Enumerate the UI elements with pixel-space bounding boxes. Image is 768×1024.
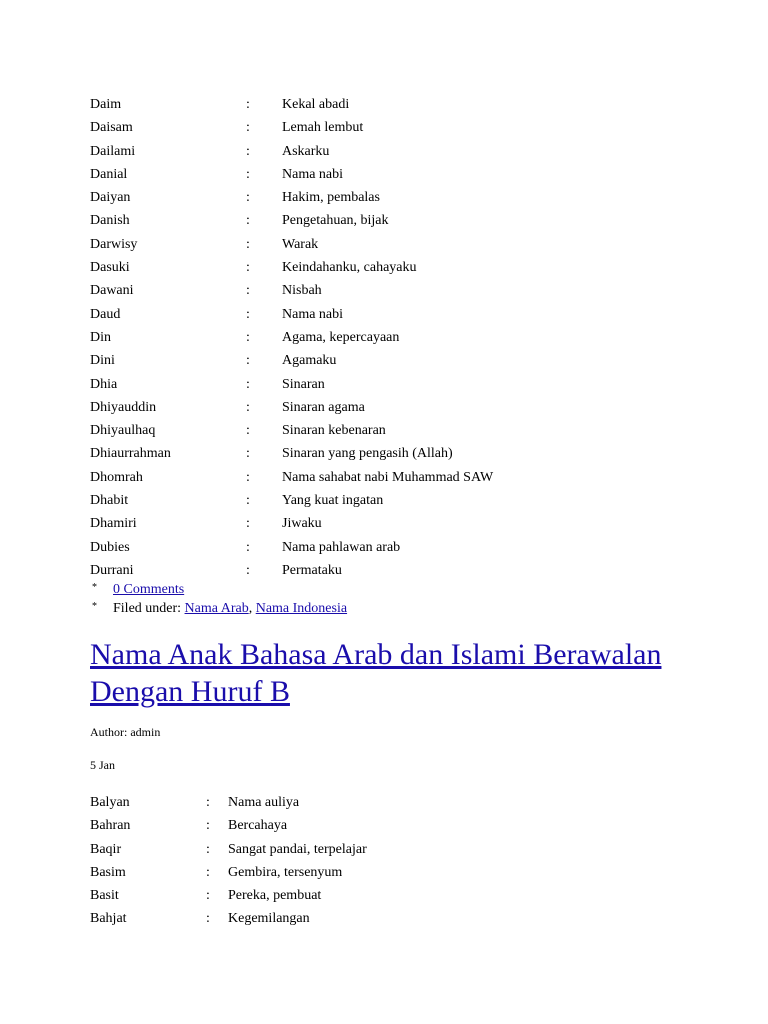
name-entry-meaning: Askarku	[282, 143, 330, 159]
name-entry-name: Dhamiri	[90, 516, 137, 532]
name-entry-row	[90, 256, 730, 279]
name-entry-name: Dailami	[90, 143, 136, 159]
name-entry-meaning: Sinaran kebenaran	[282, 423, 386, 439]
name-entry-row	[90, 791, 730, 814]
name-entry-name: Daiyan	[90, 190, 131, 206]
name-entry-colon: :	[246, 446, 250, 462]
comments-item	[90, 580, 730, 599]
post-title-link[interactable]: Nama Anak Bahasa Arab dan Islami Berawalan Dengan Huruf B	[90, 638, 662, 708]
name-entry-meaning: Nama nabi	[282, 306, 344, 322]
name-entry-name: Baqir	[90, 841, 122, 857]
name-entry-meaning: Yang kuat ingatan	[282, 493, 384, 509]
name-entry-meaning: Permataku	[282, 562, 342, 578]
name-entry-meaning: Pengetahuan, bijak	[282, 213, 389, 229]
name-entry-colon: :	[246, 260, 250, 276]
name-entry-row	[90, 186, 730, 209]
category-link-nama-arab[interactable]: Nama Arab	[184, 601, 249, 616]
name-entry-row	[90, 512, 730, 535]
name-entry-meaning: Sinaran yang pengasih (Allah)	[282, 446, 453, 462]
name-entry-name: Danish	[90, 213, 130, 229]
post-date: 5 Jan	[90, 758, 115, 772]
category-separator: ,	[248, 601, 253, 616]
name-entry-colon: :	[206, 818, 210, 834]
name-entry-colon: :	[246, 120, 250, 136]
name-entry-name: Dhiaurrahman	[90, 446, 171, 462]
name-entry-colon: :	[246, 399, 250, 415]
name-entry-row	[90, 326, 730, 349]
name-entry-row	[90, 838, 730, 861]
name-entry-row	[90, 442, 730, 465]
name-entry-row	[90, 884, 730, 907]
name-entry-row	[90, 349, 730, 372]
name-entry-row	[90, 419, 730, 442]
name-entry-row	[90, 140, 730, 163]
name-entry-colon: :	[246, 166, 250, 182]
name-entry-colon: :	[246, 493, 250, 509]
name-entry-colon: :	[246, 190, 250, 206]
name-entry-meaning: Nama auliya	[228, 795, 300, 810]
name-entry-colon: :	[246, 306, 250, 322]
name-entry-colon: :	[206, 911, 210, 927]
name-entry-name: Dawani	[90, 283, 134, 299]
name-entry-meaning: Agamaku	[282, 353, 337, 369]
name-entry-meaning: Kekal abadi	[282, 97, 350, 112]
name-entry-colon: :	[206, 888, 210, 904]
name-entry-row	[90, 559, 730, 582]
name-entry-name: Dasuki	[90, 260, 130, 276]
name-entry-meaning: Nisbah	[282, 283, 322, 299]
name-entry-colon: :	[246, 539, 250, 555]
name-entry-colon: :	[246, 213, 250, 229]
name-entry-name: Basim	[90, 864, 126, 880]
name-entry-colon: :	[246, 376, 250, 392]
name-entry-colon: :	[246, 516, 250, 532]
name-entry-colon: :	[206, 795, 210, 810]
name-entry-meaning: Gembira, tersenyum	[228, 864, 343, 880]
name-entry-colon: :	[246, 423, 250, 439]
name-entry-meaning: Sangat pandai, terpelajar	[228, 841, 367, 857]
name-entry-name: Durrani	[90, 562, 134, 578]
name-entry-meaning: Warak	[282, 236, 319, 252]
name-entry-colon: :	[206, 864, 210, 880]
name-entry-colon: :	[246, 329, 250, 345]
comments-link[interactable]: 0 Comments	[113, 582, 185, 597]
post-author: Author: admin	[90, 725, 161, 739]
filed-under-item	[90, 599, 730, 618]
name-entry-colon: :	[246, 562, 250, 578]
name-entry-name: Daud	[90, 306, 121, 322]
name-entry-row	[90, 93, 730, 116]
post-meta	[90, 580, 730, 618]
name-entry-name: Darwisy	[90, 236, 138, 252]
name-list-b	[90, 791, 730, 931]
name-entry-colon: :	[246, 143, 250, 159]
bullet-icon: *	[92, 601, 97, 612]
name-entry-name: Balyan	[90, 795, 130, 810]
name-entry-name: Danial	[90, 166, 128, 182]
name-entry-meaning: Nama sahabat nabi Muhammad SAW	[282, 469, 494, 485]
name-entry-meaning: Sinaran agama	[282, 399, 365, 415]
name-entry-row	[90, 279, 730, 302]
name-entry-colon: :	[246, 236, 250, 252]
name-entry-name: Dhomrah	[90, 469, 143, 485]
name-entry-row	[90, 209, 730, 232]
name-entry-name: Basit	[90, 888, 119, 904]
name-entry-row	[90, 466, 730, 489]
name-entry-meaning: Keindahanku, cahayaku	[282, 260, 417, 276]
name-entry-name: Dhabit	[90, 493, 129, 509]
name-entry-row	[90, 907, 730, 930]
name-entry-name: Bahran	[90, 818, 131, 834]
name-entry-row	[90, 396, 730, 419]
bullet-icon: *	[92, 582, 97, 593]
name-entry-name: Din	[90, 329, 111, 345]
name-entry-meaning: Jiwaku	[282, 516, 322, 532]
name-entry-colon: :	[246, 97, 250, 112]
name-entry-meaning: Pereka, pembuat	[228, 888, 322, 904]
name-entry-name: Daisam	[90, 120, 133, 136]
name-entry-row	[90, 116, 730, 139]
post-title	[90, 636, 730, 710]
name-entry-name: Dhiyaulhaq	[90, 423, 156, 439]
name-entry-meaning: Hakim, pembalas	[282, 190, 380, 206]
name-entry-row	[90, 373, 730, 396]
name-entry-meaning: Agama, kepercayaan	[282, 329, 400, 345]
name-entry-name: Dhiyauddin	[90, 399, 157, 415]
name-entry-colon: :	[246, 469, 250, 485]
name-entry-row	[90, 163, 730, 186]
name-entry-row	[90, 536, 730, 559]
name-entry-meaning: Kegemilangan	[228, 911, 310, 927]
category-link-nama-indonesia[interactable]: Nama Indonesia	[255, 601, 348, 616]
name-entry-meaning: Lemah lembut	[282, 120, 364, 136]
name-entry-name: Dhia	[90, 376, 118, 392]
name-entry-row	[90, 489, 730, 512]
name-entry-colon: :	[246, 283, 250, 299]
name-entry-meaning: Bercahaya	[228, 818, 288, 834]
name-list-d	[90, 93, 730, 582]
name-entry-meaning: Sinaran	[282, 376, 325, 392]
name-entry-colon: :	[206, 841, 210, 857]
name-entry-row	[90, 303, 730, 326]
name-entry-name: Bahjat	[90, 911, 127, 927]
name-entry-meaning: Nama pahlawan arab	[282, 539, 401, 555]
name-entry-row	[90, 861, 730, 884]
name-entry-name: Daim	[90, 97, 122, 112]
name-entry-name: Dubies	[90, 539, 130, 555]
name-entry-meaning: Nama nabi	[282, 166, 344, 182]
name-entry-colon: :	[246, 353, 250, 369]
name-entry-row	[90, 814, 730, 837]
name-entry-row	[90, 233, 730, 256]
filed-under-label: Filed under:	[113, 601, 182, 616]
name-entry-name: Dini	[90, 353, 115, 369]
